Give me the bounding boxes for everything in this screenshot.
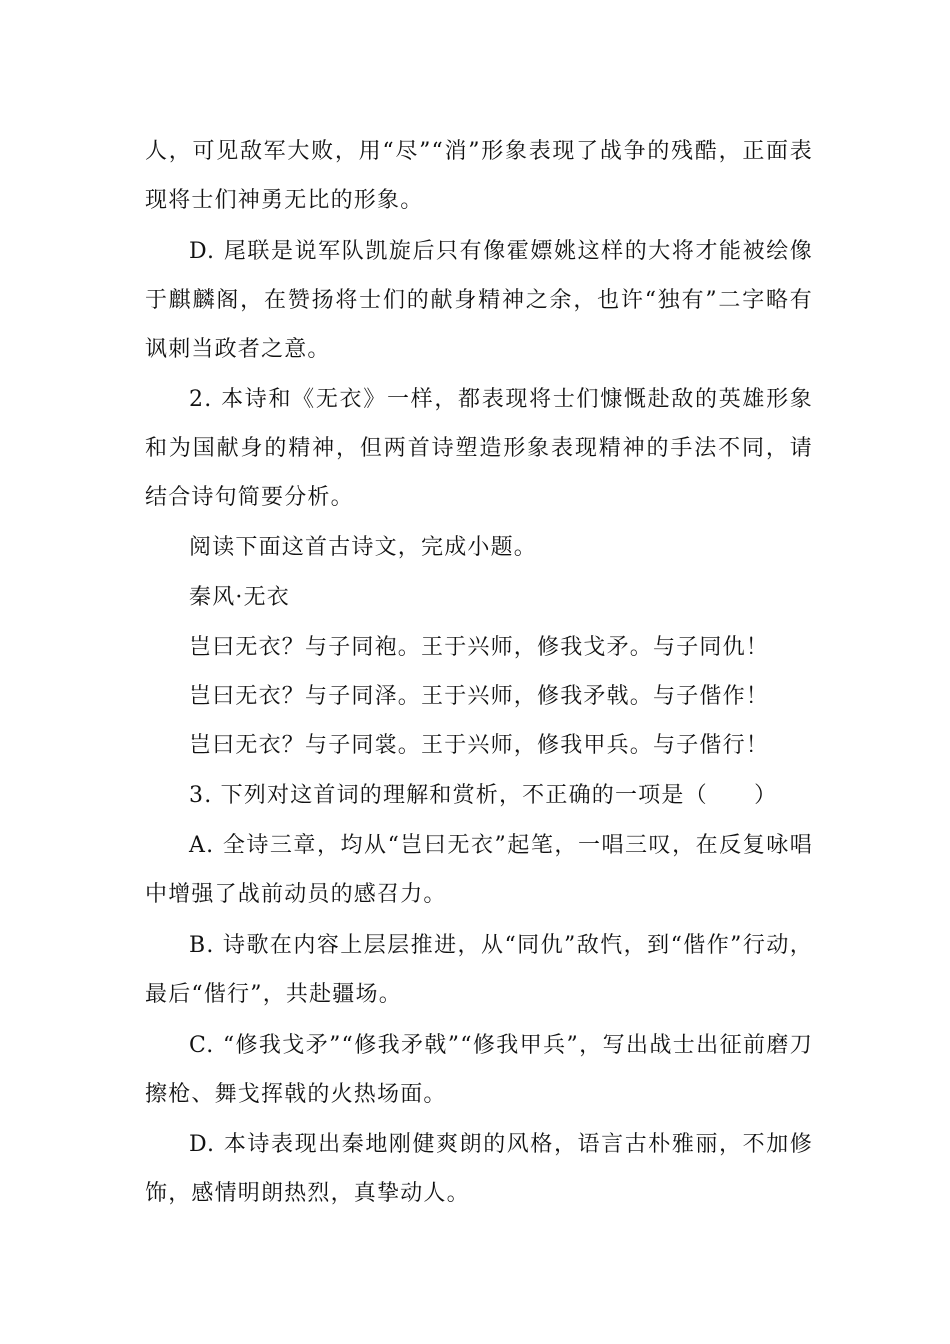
question-2: 2. 本诗和《无衣》一样，都表现将士们慷慨赴敌的英雄形象和为国献身的精神，但两首诗塑造形象表现精神的手法不同，请结合诗句简要分析。 [145,387,813,510]
reading-instruction: 阅读下面这首古诗文，完成小题。 [189,535,538,560]
paragraph-continuation: 人，可见敌军大败，用“尽”“消”形象表现了战争的残酷，正面表现将士们神勇无比的形象。 [145,139,813,213]
poem-stanza-3: 岂曰无衣？与子同裳。王于兴师，修我甲兵。与子偕行！ [189,733,770,758]
poem-title: 秦风·无衣 [189,585,290,610]
option-a: A. 全诗三章，均从“岂曰无衣”起笔，一唱三叹，在反复咏唱中增强了战前动员的感召力。 [145,833,813,907]
option-c: C. “修我戈矛”“修我矛戟”“修我甲兵”，写出战士出征前磨刀擦枪、舞戈挥戟的火热场面。 [145,1033,813,1107]
option-b: B. 诗歌在内容上层层推进，从“同仇”敌忾，到“偕作”行动，最后“偕行”，共赴疆场。 [145,933,813,1007]
question-3: 3. 下列对这首词的理解和赏析，不正确的一项是（ ） [189,783,778,808]
poem-stanza-1: 岂曰无衣？与子同袍。王于兴师，修我戈矛。与子同仇！ [189,635,770,660]
option-d: D. 本诗表现出秦地刚健爽朗的风格，语言古朴雅丽，不加修饰，感情明朗热烈，真挚动人。 [145,1132,813,1206]
poem-stanza-2: 岂曰无衣？与子同泽。王于兴师，修我矛戟。与子偕作！ [189,684,770,709]
option-d-previous: D. 尾联是说军队凯旋后只有像霍嫖姚这样的大将才能被绘像于麒麟阁，在赞扬将士们的献身精神之余，也许“独有”二字略有讽刺当政者之意。 [145,239,813,362]
